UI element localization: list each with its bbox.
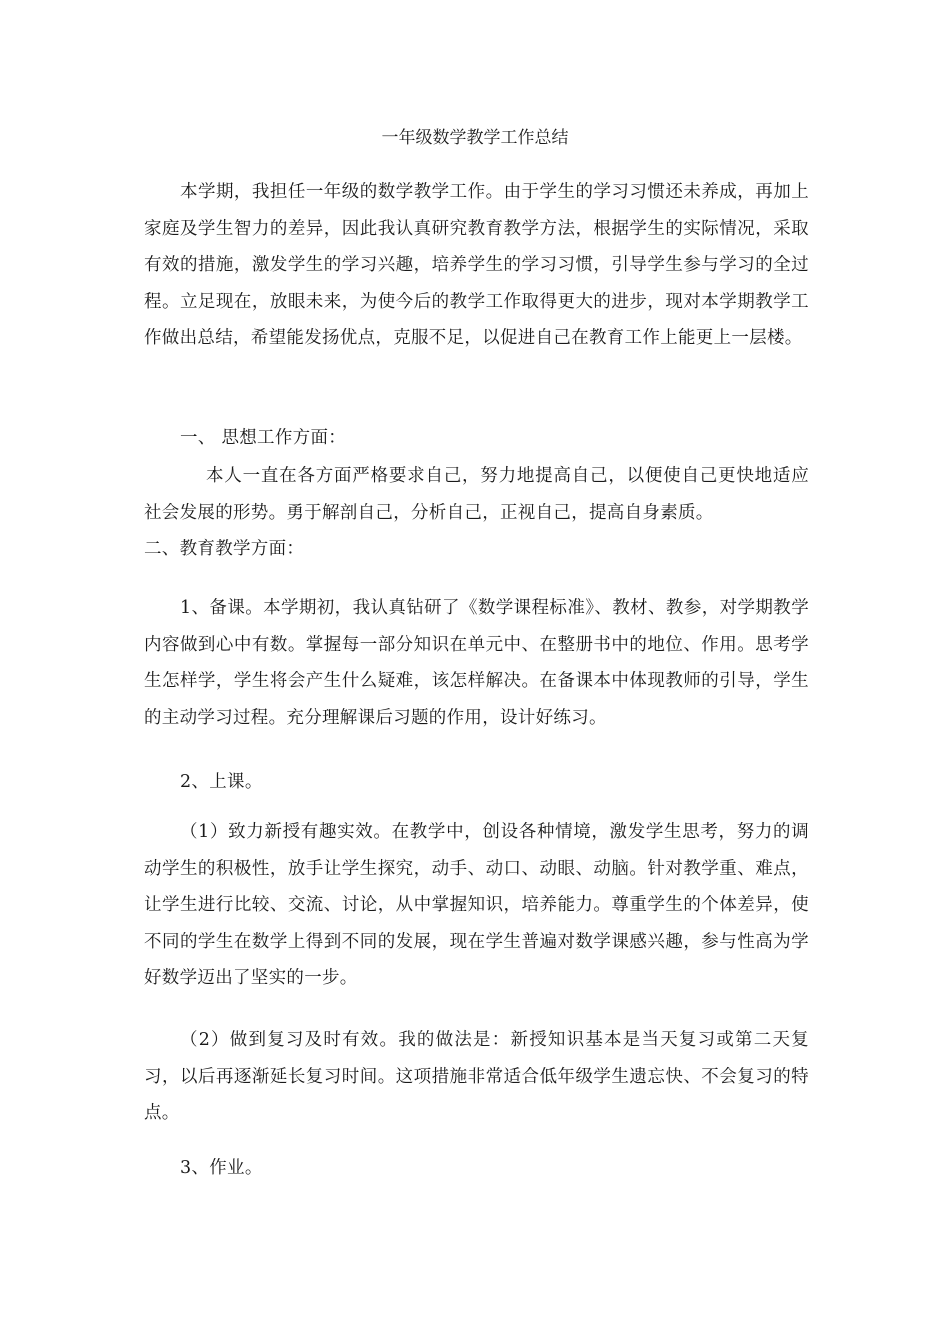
item-1-paragraph: 1、备课。本学期初，我认真钻研了《数学课程标准》、教材、教参，对学期教学内容做到心中有数。掌握每一部分知识在单元中、在整册书中的地位、作用。思考学生怎样学，学生将会产生什么疑难，该怎样解决。在备课本中体现教师的引导，学生的主动学习过程。充分理解课后习题的作用，设计好练习。 [144,598,809,728]
item-2-sub-2-paragraph: （2）做到复习及时有效。我的做法是：新授知识基本是当天复习或第二天复习，以后再逐渐延长复习时间。这项措施非常适合低年级学生遗忘快、不会复习的特点。 [144,1030,809,1123]
document-title: 一年级数学教学工作总结 [381,128,569,148]
section-1-heading: 一、 思想工作方面： [180,428,347,448]
section-1-paragraph: 本人一直在各方面严格要求自己，努力地提高自己，以便使自己更快地适应社会发展的形势。勇于解剖自己，分析自己，正视自己，提高自身素质。 [144,466,809,523]
item-3-heading: 3、作业。 [180,1158,263,1178]
intro-paragraph: 本学期，我担任一年级的数学教学工作。由于学生的学习习惯还未养成，再加上家庭及学生智力的差异，因此我认真研究教育教学方法，根据学生的实际情况，采取有效的措施，激发学生的学习兴趣，培养学生的学习习惯，引导学生参与学习的全过程。立足现在，放眼未来，为使今后的教学工作取得更大的进步，现对本学期教学工作做出总结，希望能发扬优点，克服不足，以促进自己在教育工作上能更上一层楼。 [144,182,809,348]
section-2-heading: 二、教育教学方面： [144,539,305,559]
item-2-sub-1-paragraph: （1）致力新授有趣实效。在教学中，创设各种情境，激发学生思考，努力的调动学生的积极性，放手让学生探究，动手、动口、动眼、动脑。针对教学重、难点，让学生进行比较、交流、讨论，从中掌握知识，培养能力。尊重学生的个体差异，使不同的学生在数学上得到不同的发展，现在学生普遍对数学课感兴趣，参与性高为学好数学迈出了坚实的一步。 [144,822,809,988]
item-2-heading: 2、上课。 [180,772,263,792]
